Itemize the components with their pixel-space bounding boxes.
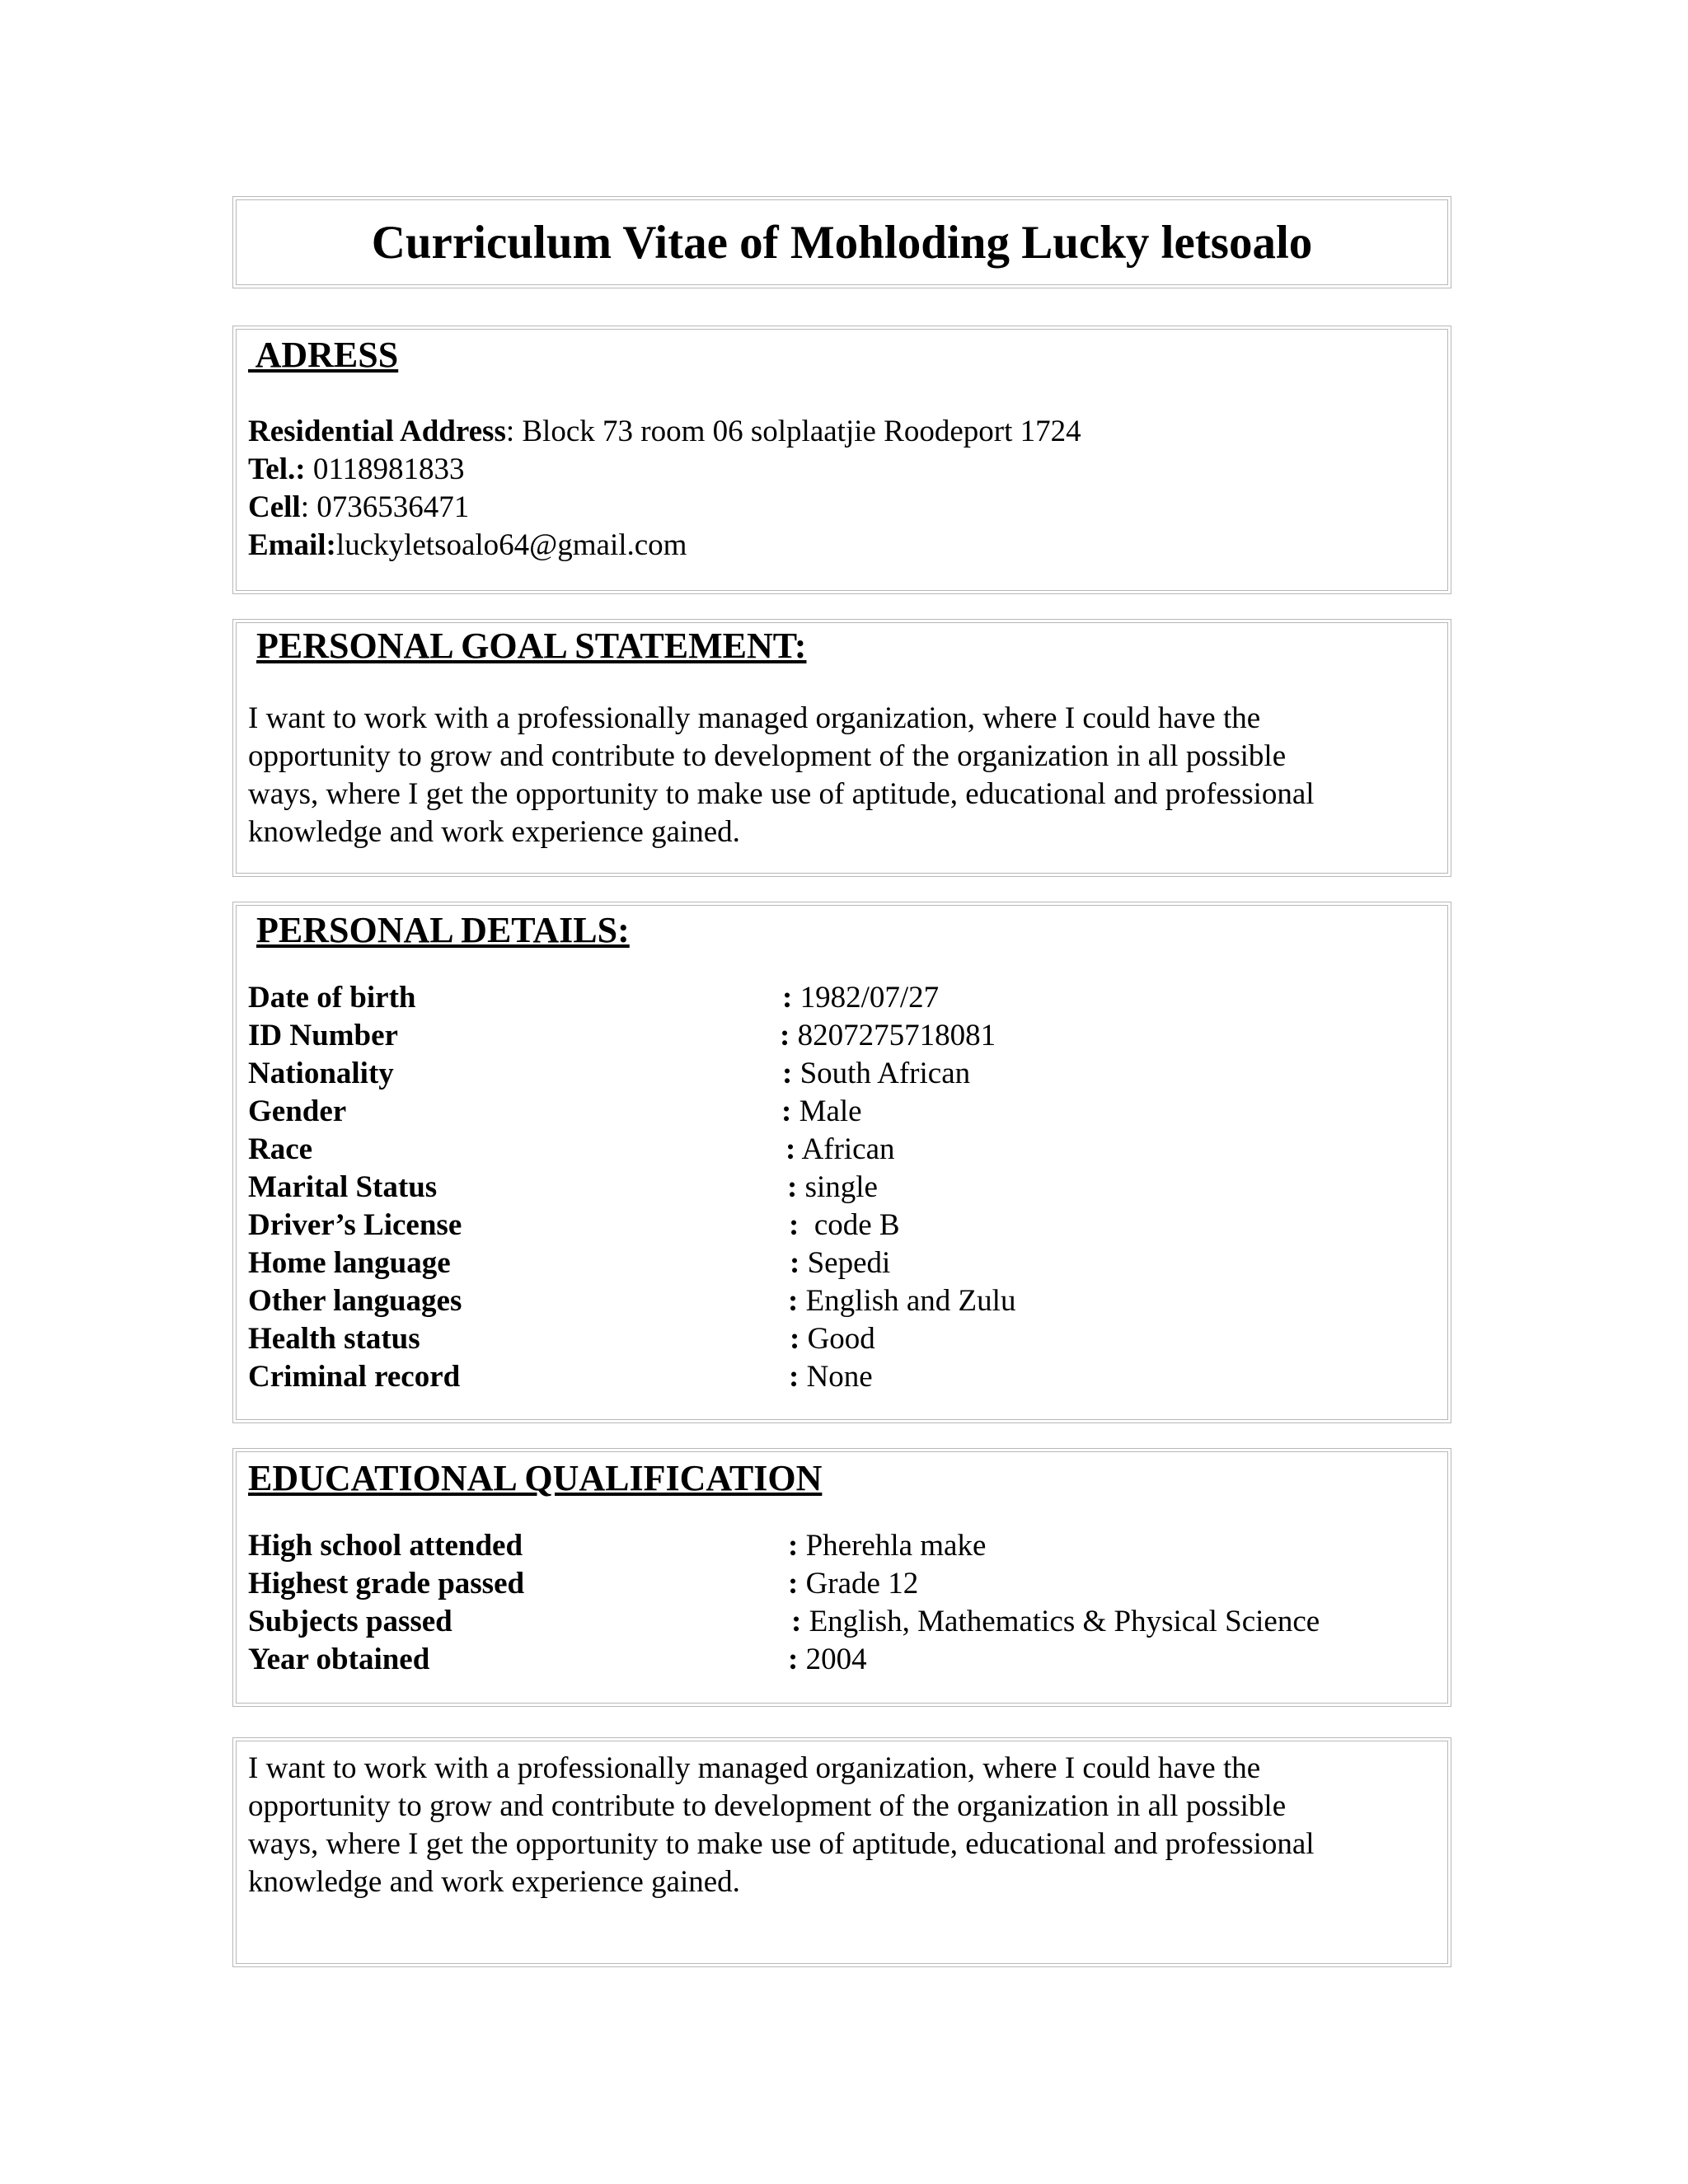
personal-detail-colon: : <box>782 1057 793 1090</box>
personal-detail-value <box>788 1282 1015 1320</box>
education-detail-row <box>248 1641 1436 1679</box>
personal-detail-label: Nationality <box>248 1057 394 1090</box>
goal-text: I want to work with a professionally managed organization, where I could have the opportunity to grow and contribute to development of the organization in all possible ways, where I get the opportunity to make use of aptitude, educational and professional knowledge and work experience gained. <box>248 701 1315 849</box>
personal-detail-value <box>782 979 939 1017</box>
page-title: Curriculum Vitae of Mohloding Lucky letsoalo <box>371 216 1313 269</box>
education-detail-label: Highest grade passed <box>248 1567 525 1601</box>
personal-detail-value <box>780 1017 996 1055</box>
personal-detail-label: Other languages <box>248 1284 462 1318</box>
personal-detail-row <box>248 1244 1436 1282</box>
education-detail-label: High school attended <box>248 1529 523 1563</box>
personal-detail-value-text: South African <box>792 1057 971 1090</box>
personal-detail-colon: : <box>789 1208 799 1242</box>
personal-detail-row <box>248 1017 1436 1055</box>
personal-detail-row <box>248 1093 1436 1131</box>
personal-detail-colon: : <box>790 1246 800 1280</box>
education-detail-value-text: English, Mathematics & Physical Science <box>801 1605 1320 1638</box>
personal-details-section <box>232 902 1451 1423</box>
personal-detail-colon: : <box>788 1284 799 1318</box>
personal-detail-value-text: single <box>797 1170 878 1204</box>
personal-detail-row <box>248 1207 1436 1244</box>
personal-detail-value <box>787 1169 878 1207</box>
education-detail-label: Year obtained <box>248 1643 430 1676</box>
education-detail-value-text: 2004 <box>798 1643 867 1676</box>
personal-detail-value <box>789 1207 900 1244</box>
personal-detail-row <box>248 1131 1436 1169</box>
personal-detail-colon: : <box>789 1360 799 1394</box>
personal-detail-row <box>248 1358 1436 1396</box>
education-section <box>232 1448 1451 1707</box>
education-detail-value <box>788 1641 867 1679</box>
personal-detail-value <box>789 1358 873 1396</box>
address-section <box>232 326 1451 594</box>
education-heading: EDUCATIONAL QUALIFICATION <box>248 1458 823 1498</box>
personal-detail-label: Race <box>248 1132 313 1166</box>
personal-detail-label: Date of birth <box>248 981 416 1015</box>
goal-section <box>232 619 1451 877</box>
personal-detail-row <box>248 1055 1436 1093</box>
education-detail-colon: : <box>791 1605 802 1638</box>
education-detail-value <box>791 1603 1320 1641</box>
personal-detail-colon: : <box>780 1019 790 1052</box>
personal-detail-row <box>248 1282 1436 1320</box>
education-detail-value-text: Pherehla make <box>798 1529 987 1563</box>
personal-detail-value <box>790 1320 875 1358</box>
education-detail-row <box>248 1527 1436 1565</box>
personal-detail-value-text: African <box>795 1132 895 1166</box>
personal-detail-row <box>248 1320 1436 1358</box>
personal-detail-row <box>248 979 1436 1017</box>
personal-detail-label: Marital Status <box>248 1170 438 1204</box>
education-detail-row <box>248 1565 1436 1603</box>
personal-detail-value <box>781 1093 862 1131</box>
personal-detail-value <box>782 1055 970 1093</box>
personal-detail-colon: : <box>781 1094 792 1128</box>
education-detail-value-text: Grade 12 <box>798 1567 919 1601</box>
personal-detail-colon: : <box>785 1132 796 1166</box>
education-detail-colon: : <box>788 1529 799 1563</box>
education-detail-colon: : <box>788 1567 799 1601</box>
personal-detail-value <box>790 1244 890 1282</box>
personal-detail-colon: : <box>787 1170 798 1204</box>
personal-detail-value-text: 8207275718081 <box>790 1019 996 1052</box>
education-detail-row <box>248 1603 1436 1641</box>
personal-detail-value-text: Sepedi <box>799 1246 891 1280</box>
education-detail-value <box>788 1565 918 1603</box>
education-detail-label: Subjects passed <box>248 1605 452 1638</box>
closing-text: I want to work with a professionally managed organization, where I could have the opportunity to grow and contribute to development of the organization in all possible ways, where I get the opportunity to make use of aptitude, educational and professional knowledge and work experience gained. <box>248 1751 1315 1899</box>
personal-detail-label: Gender <box>248 1094 347 1128</box>
personal-detail-value-text: English and Zulu <box>798 1284 1016 1318</box>
address-heading: ADRESS <box>248 335 399 375</box>
email-line: Email:luckyletsoalo64@gmail.com <box>248 528 687 562</box>
goal-heading: PERSONAL GOAL STATEMENT: <box>256 626 807 666</box>
education-detail-value <box>788 1527 986 1565</box>
personal-detail-label: Criminal record <box>248 1360 461 1394</box>
personal-detail-row <box>248 1169 1436 1207</box>
personal-detail-value <box>785 1131 895 1169</box>
personal-detail-value-text: None <box>799 1360 873 1394</box>
personal-detail-value-text: Male <box>791 1094 862 1128</box>
closing-section <box>232 1737 1451 1967</box>
residential-address-line: Residential Address: Block 73 room 06 solplaatjie Roodeport 1724 <box>248 415 1081 448</box>
personal-detail-label: ID Number <box>248 1019 398 1052</box>
personal-detail-value-text: Good <box>799 1322 875 1356</box>
personal-detail-label: Health status <box>248 1322 420 1356</box>
personal-detail-label: Home language <box>248 1246 451 1280</box>
personal-detail-colon: : <box>782 981 793 1015</box>
personal-detail-colon: : <box>790 1322 800 1356</box>
personal-details-heading: PERSONAL DETAILS: <box>256 910 630 950</box>
personal-detail-value-text: 1982/07/27 <box>792 981 940 1015</box>
personal-detail-label: Driver’s License <box>248 1208 462 1242</box>
tel-line: Tel.: 0118981833 <box>248 452 465 486</box>
cell-line: Cell: 0736536471 <box>248 490 470 524</box>
personal-detail-value-text: code B <box>799 1208 900 1242</box>
title-box <box>232 196 1451 288</box>
education-detail-colon: : <box>788 1643 799 1676</box>
